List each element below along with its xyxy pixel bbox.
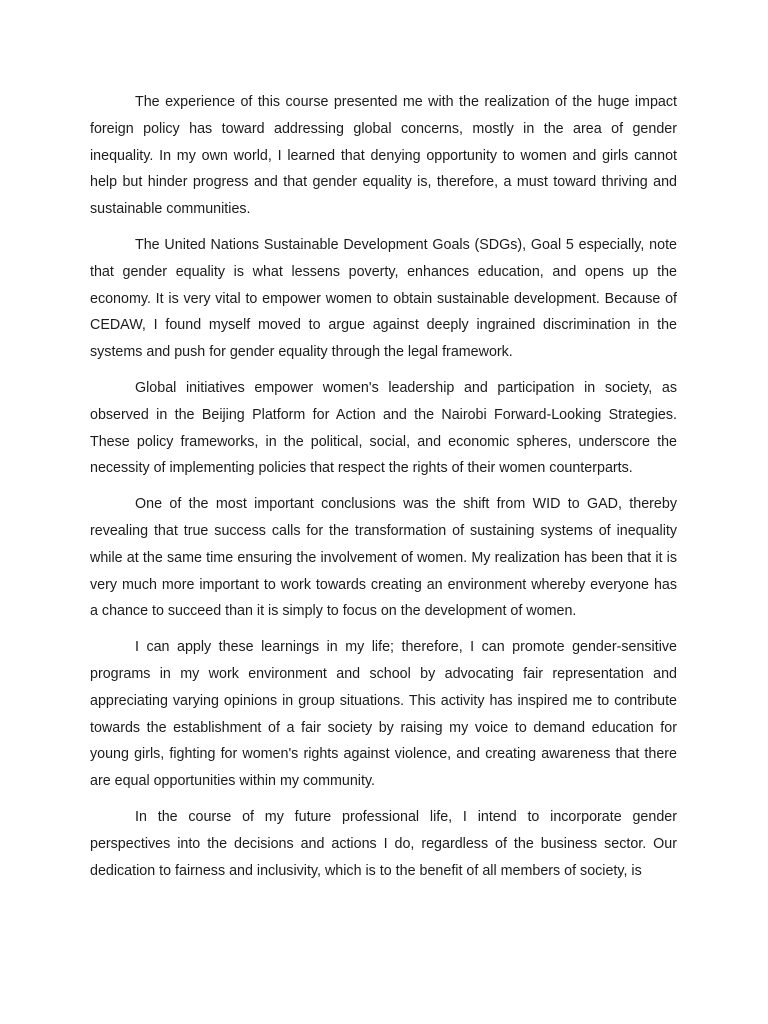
paragraph-wid-to-gad: One of the most important conclusions was the shift from WID to GAD, thereby revealing that true success calls for the transformation of sustaining systems of inequality while at the same time ensuring the involvement of women. My realization has been that it is very much more important to work towards creating an environment whereby everyone has a chance to succeed than it is simply to focus on the development of women. <box>90 496 677 620</box>
paragraph-course-experience: The experience of this course presented me with the realization of the huge impact foreign policy has toward addressing global concerns, mostly in the area of gender inequality. In my own world, I learned that denying opportunity to women and girls cannot help but hinder progress and that gender equality is, therefore, a must toward thriving and sustainable communities. <box>90 94 677 218</box>
paragraph-global-initiatives: Global initiatives empower women's leadership and participation in society, as observed in the Beijing Platform for Action and the Nairobi Forward-Looking Strategies. These policy frameworks, in the political, social, and economic spheres, underscore the necessity of implementing policies that respect the rights of their women counterparts. <box>90 379 677 477</box>
paragraph-sdg-goal-5: The United Nations Sustainable Development Goals (SDGs), Goal 5 especially, note that gender equality is what lessens poverty, enhances education, and opens up the economy. It is very vital to empower women to obtain sustainable development. Because of CEDAW, I found myself moved to argue against deeply ingrained discrimination in the systems and push for gender equality through the legal framework. <box>90 236 677 361</box>
document-body <box>90 89 677 893</box>
paragraph-future-professional-life: In the course of my future professional life, I intend to incorporate gender perspectives into the decisions and actions I do, regardless of the business sector. Our dedication to fairness and inclusivity, which is to the benefit of all members of society, is <box>90 808 677 879</box>
paragraph-applying-learnings: I can apply these learnings in my life; therefore, I can promote gender-sensitive programs in my work environment and school by advocating fair representation and appreciating varying opinions in group situations. This activity has inspired me to contribute towards the establishment of a fair society by raising my voice to demand education for young girls, fighting for women's rights against violence, and creating awareness that there are equal opportunities within my community. <box>90 639 677 790</box>
